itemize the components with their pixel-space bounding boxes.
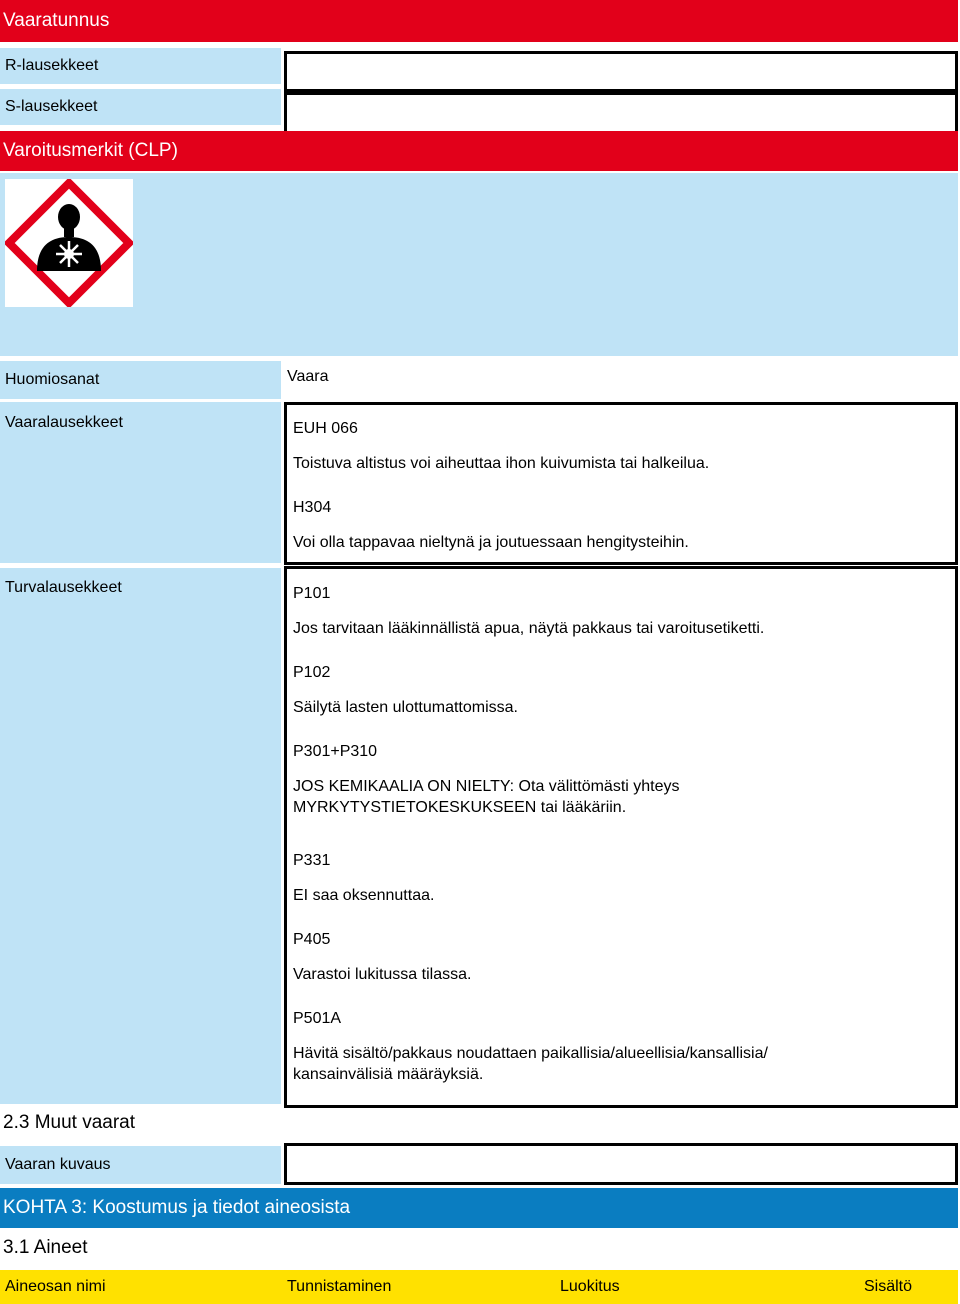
hazard-text-h304: Voi olla tappavaa nieltynä ja joutuessaan hengitysteihin. <box>293 534 689 551</box>
precaution-text-p101: Jos tarvitaan lääkinnällistä apua, näytä pakkaus tai varoitusetiketti. <box>293 620 765 637</box>
s-phrases-value-box <box>284 92 958 133</box>
precaution-text-p301-p310-line2: MYRKYTYSTIETOKESKUKSEEN tai lääkäriin. <box>293 799 627 816</box>
r-phrases-value-box <box>284 51 958 92</box>
r-phrases-label-cell <box>0 48 281 84</box>
signal-word-label: Huomiosanat <box>5 371 100 388</box>
hazard-statements-label-cell <box>0 402 281 563</box>
s-phrases-label-cell <box>0 89 281 125</box>
column-header-name: Aineosan nimi <box>5 1278 106 1295</box>
substances-subheading: 3.1 Aineet <box>3 1237 88 1258</box>
hazard-description-value-box <box>284 1143 958 1185</box>
r-phrases-label: R-lausekkeet <box>5 57 99 74</box>
precautionary-statements-label-cell <box>0 568 281 1104</box>
hazard-description-label: Vaaran kuvaus <box>5 1156 111 1173</box>
column-header-identification: Tunnistaminen <box>287 1278 392 1295</box>
hazard-statements-label: Vaaralausekkeet <box>5 414 123 431</box>
health-hazard-icon <box>5 179 133 307</box>
hazard-description-label-cell <box>0 1146 281 1184</box>
hazard-text-euh066: Toistuva altistus voi aiheuttaa ihon kuivumista tai halkeilua. <box>293 455 710 472</box>
precaution-code-p301-p310: P301+P310 <box>293 743 378 760</box>
precaution-code-p501a: P501A <box>293 1010 342 1027</box>
precaution-text-p501a-line1: Hävitä sisältö/pakkaus noudattaen paikallisia/alueellisia/kansallisia/ <box>293 1045 768 1062</box>
ingredients-table-header <box>0 1270 958 1304</box>
precaution-code-p405: P405 <box>293 931 331 948</box>
precaution-code-p331: P331 <box>293 852 331 869</box>
precaution-code-p102: P102 <box>293 664 331 681</box>
section3-title: KOHTA 3: Koostumus ja tiedot aineosista <box>3 1197 351 1218</box>
pictogram-area <box>0 173 958 356</box>
precaution-text-p301-p310-line1: JOS KEMIKAALIA ON NIELTY: Ota välittömästi yhteys <box>293 778 680 795</box>
hazard-code-h304: H304 <box>293 499 332 516</box>
s-phrases-label: S-lausekkeet <box>5 98 98 115</box>
section3-header <box>0 1188 958 1228</box>
precaution-code-p101: P101 <box>293 585 331 602</box>
clp-title: Varoitusmerkit (CLP) <box>3 140 178 161</box>
precaution-text-p405: Varastoi lukitussa tilassa. <box>293 966 472 983</box>
precaution-text-p331: EI saa oksennuttaa. <box>293 887 435 904</box>
hazard-id-title: Vaaratunnus <box>3 10 110 31</box>
column-header-classification: Luokitus <box>560 1278 620 1295</box>
clp-header <box>0 131 958 171</box>
precaution-text-p102: Säilytä lasten ulottumattomissa. <box>293 699 518 716</box>
precautionary-statements-label: Turvalausekkeet <box>5 579 122 596</box>
precautionary-statements-box <box>284 566 958 1108</box>
precaution-text-p501a-line2: kansainvälisiä määräyksiä. <box>293 1066 484 1083</box>
other-hazards-heading: 2.3 Muut vaarat <box>3 1112 136 1133</box>
hazard-id-header <box>0 0 958 42</box>
signal-word-value: Vaara <box>287 368 329 385</box>
column-header-content: Sisältö <box>864 1278 913 1295</box>
signal-word-label-cell <box>0 361 281 399</box>
hazard-code-euh066: EUH 066 <box>293 420 358 437</box>
